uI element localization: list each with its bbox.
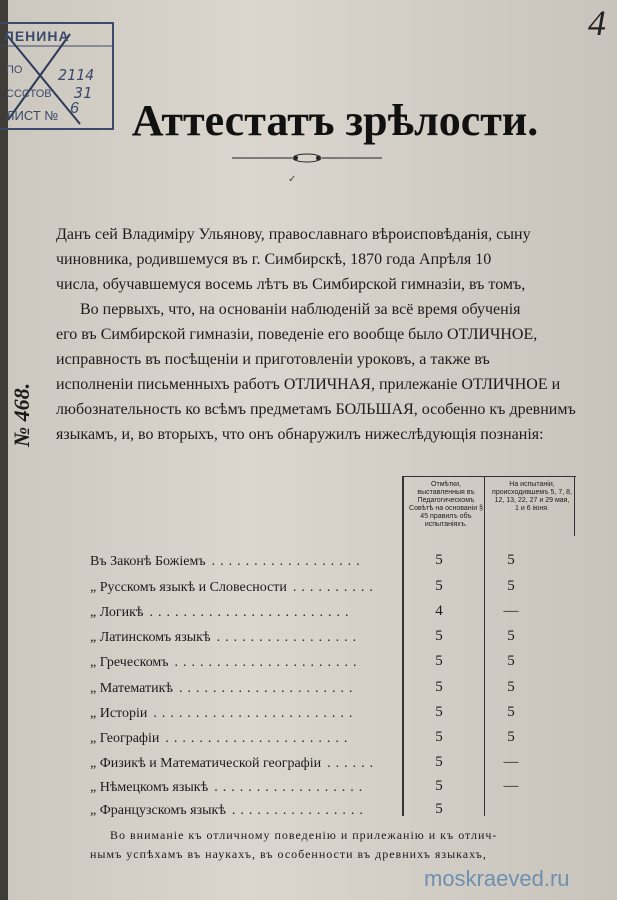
table-rule-left xyxy=(402,476,404,816)
subject-name: „ Логикѣ xyxy=(90,605,144,620)
subject-name: „ Географіи xyxy=(90,731,160,746)
body-line: исполненіи письменныхъ работъ ОТЛИЧНАЯ, прилежаніе ОТЛИЧНОЕ и xyxy=(56,376,561,393)
stamp-line-1: ЛЕНИНА xyxy=(4,28,70,44)
grade-exam: — xyxy=(503,603,519,619)
grade-council: 5 xyxy=(435,628,443,644)
page-edge xyxy=(0,0,8,900)
leader-dots: ................. xyxy=(216,630,362,645)
grade-council: 5 xyxy=(435,704,443,720)
grade-exam: — xyxy=(503,754,519,770)
stamp-line-4: ЛИСТ № xyxy=(6,108,59,123)
title-text: Аттестатъ зрѣлости. xyxy=(131,96,539,145)
subject-name: „ Латинскомъ языкѣ xyxy=(90,630,211,645)
leader-dots: ...... xyxy=(327,756,379,771)
grade-exam: 5 xyxy=(507,704,515,720)
stamp-number: 2114 xyxy=(58,66,95,84)
subject-name: „ Нѣмецкомъ языкѣ xyxy=(90,780,209,795)
corner-page-number: 4 xyxy=(588,3,606,43)
grade-council: 5 xyxy=(435,578,443,594)
grade-council: 5 xyxy=(435,653,443,669)
closing-line: нымъ успѣхамъ въ наукахъ, въ особенности въ древнихъ языкахъ, xyxy=(90,847,487,861)
leader-dots: ........................ xyxy=(149,605,354,620)
leader-dots: .................. xyxy=(211,554,365,569)
subject-name: „ Греческомъ xyxy=(90,655,169,670)
leader-dots: ................ xyxy=(231,803,368,818)
stamp-sub: 31 xyxy=(74,84,93,102)
subject-name: „ Русскомъ языкѣ и Словесности xyxy=(90,580,287,595)
column-header-council: Отмѣтки, выставленныя въ Педагогическомъ Совѣтѣ на основаніи § 45 правилъ объ испытаніяхъ. xyxy=(409,481,483,528)
leader-dots: .................. xyxy=(214,780,368,795)
body-line: чиновника, родившемуся въ г. Симбирскѣ, 1870 года Апрѣля 10 xyxy=(56,251,492,268)
column-header-exam: На испытаніи, происходившемъ 5, 7, 8, 12, 13, 22, 27 и 29 мая, 1 и 6 іюня. xyxy=(492,481,572,512)
body-line: любознательность ко всѣмъ предметамъ БОЛЬШАЯ, особенно къ древнимъ xyxy=(56,401,576,418)
check-mark: ✓ xyxy=(288,174,297,185)
stamp-line-2: ПО xyxy=(6,64,23,76)
grade-council: 4 xyxy=(435,603,443,619)
grade-council: 5 xyxy=(435,801,443,817)
subject-name: „ Исторіи xyxy=(90,706,148,721)
closing-line: Во вниманіе къ отличному поведенію и прилежанію и къ отлич- xyxy=(110,828,498,842)
ornament-divider xyxy=(232,151,382,165)
grade-council: 5 xyxy=(435,754,443,770)
grades-table-header xyxy=(402,476,576,535)
library-stamp xyxy=(0,22,114,130)
table-rule-middle xyxy=(484,476,485,816)
body-line: Во первыхъ, что, на основаніи наблюденій за всё время обученія xyxy=(80,301,521,318)
stamp-line-3: СССТОВ xyxy=(6,88,52,100)
grade-exam: 5 xyxy=(507,679,515,695)
grade-exam: 5 xyxy=(507,653,515,669)
leader-dots: ...................... xyxy=(165,731,353,746)
grade-council: 5 xyxy=(435,679,443,695)
grade-exam: 5 xyxy=(507,578,515,594)
table-rule-right xyxy=(574,476,575,536)
leader-dots: ...................... xyxy=(174,655,362,670)
grade-council: 5 xyxy=(435,729,443,745)
leader-dots: ..................... xyxy=(178,681,358,696)
body-line: Данъ сей Владиміру Ульянову, православнаго вѣроисповѣданія, сыну xyxy=(56,226,531,243)
body-line: его въ Симбирской гимназіи, поведеніе его вообще было ОТЛИЧНОЕ, xyxy=(56,326,538,343)
registry-number: № 468. xyxy=(9,382,34,447)
grade-exam: — xyxy=(503,778,519,794)
body-line: языкамъ, и, во вторыхъ, что онъ обнаружилъ нижеслѣдующія познанія: xyxy=(56,426,544,443)
subject-name: Въ Законѣ Божіемъ xyxy=(90,554,206,569)
subject-name: „ Физикѣ и Математической географіи xyxy=(90,756,322,771)
leader-dots: ........................ xyxy=(153,706,358,721)
grade-exam: 5 xyxy=(507,729,515,745)
body-line: исправность въ посѣщеніи и приготовленіи уроковъ, а также въ xyxy=(56,351,490,368)
stamp-count: 6 xyxy=(70,100,79,117)
body-line: числа, обучавшемуся восемь лѣтъ въ Симбирской гимназіи, въ томъ, xyxy=(56,276,526,293)
subject-name: „ Математикѣ xyxy=(90,681,173,696)
grade-council: 5 xyxy=(435,778,443,794)
document-title xyxy=(100,40,570,190)
grade-council: 5 xyxy=(435,552,443,568)
leader-dots: .......... xyxy=(292,580,378,595)
subject-name: „ Французскомъ языкѣ xyxy=(90,803,226,818)
grade-exam: 5 xyxy=(507,552,515,568)
watermark: moskraeved.ru xyxy=(424,866,570,891)
grade-exam: 5 xyxy=(507,628,515,644)
